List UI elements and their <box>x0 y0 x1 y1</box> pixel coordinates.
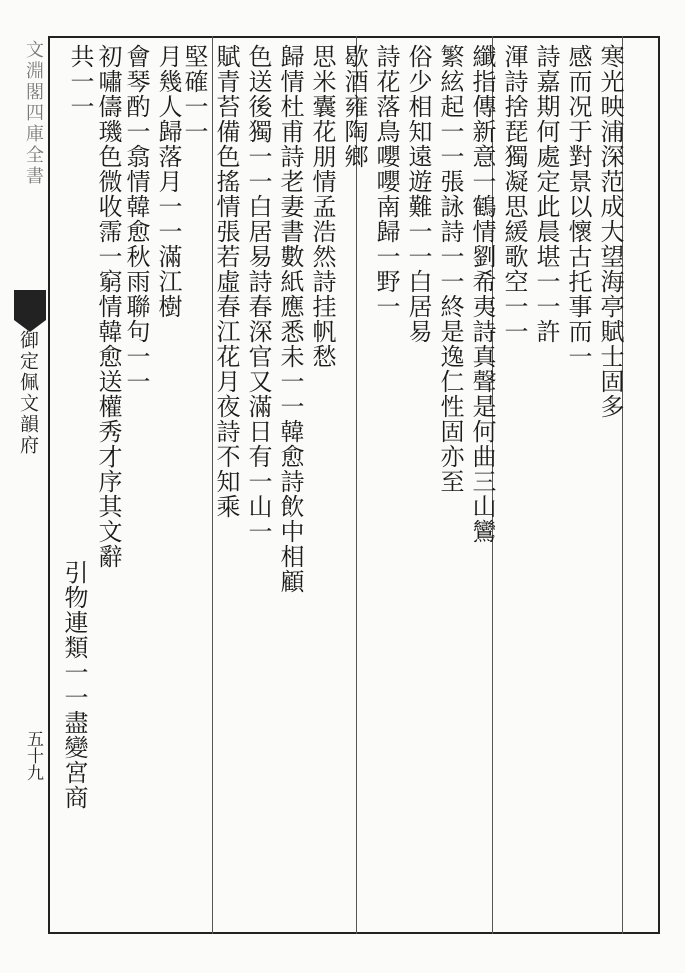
margin-book-title: 御定佩文韻府 <box>17 330 39 456</box>
text-column: 歇酒雍陶鄉 <box>340 44 368 169</box>
text-column: 月幾人歸落月一一滿江樹 <box>154 44 182 319</box>
text-column: 色送後獨一一白居易詩春深官又滿日有一山一 <box>244 44 272 544</box>
text-column: 引物連類一一盡變宮商 <box>60 560 88 810</box>
text-column: 感而况于對景以懷古托事而一 <box>564 44 592 369</box>
text-column: 共一一 <box>66 44 94 119</box>
text-column: 詩花落鳥嚶嚶南歸一野一 <box>372 44 400 319</box>
text-column: 繁絃起一一張詠詩一一終是逸仁性固亦至 <box>436 44 464 494</box>
page-number: 五十九 <box>23 730 43 781</box>
text-column: 會琴酌一翕情韓愈秋雨聯句一一 <box>122 44 150 394</box>
text-column: 寒光映浦深范成大望海亭賦士固多 <box>596 44 624 419</box>
text-column: 堅確一一 <box>180 44 208 144</box>
text-column: 纖指傳新意一鶴情劉希夷詩真聲是何曲三山鸞 <box>468 44 496 544</box>
text-column: 歸情杜甫詩老妻書數紙應悉未一一韓愈詩飲中相顧 <box>276 44 304 594</box>
text-column: 詩嘉期何處定此晨堪一一許 <box>532 44 560 344</box>
fishtail-mark <box>14 290 46 320</box>
text-column: 俗少相知遠遊難一一白居易 <box>404 44 432 344</box>
text-column: 思米囊花朋情孟浩然詩挂帆愁 <box>308 44 336 369</box>
text-column: 初嘯儔璣色微收霈一窮情韓愈送權秀才序其文辭 <box>94 44 122 569</box>
margin-series-title: 文淵閣四庫全書 <box>23 40 44 187</box>
text-column: 賦青苔備色搖情張若虛春江花月夜詩不知乘 <box>212 44 240 519</box>
text-column: 渾詩捨琵獨凝思緩歌空一一 <box>500 44 528 344</box>
